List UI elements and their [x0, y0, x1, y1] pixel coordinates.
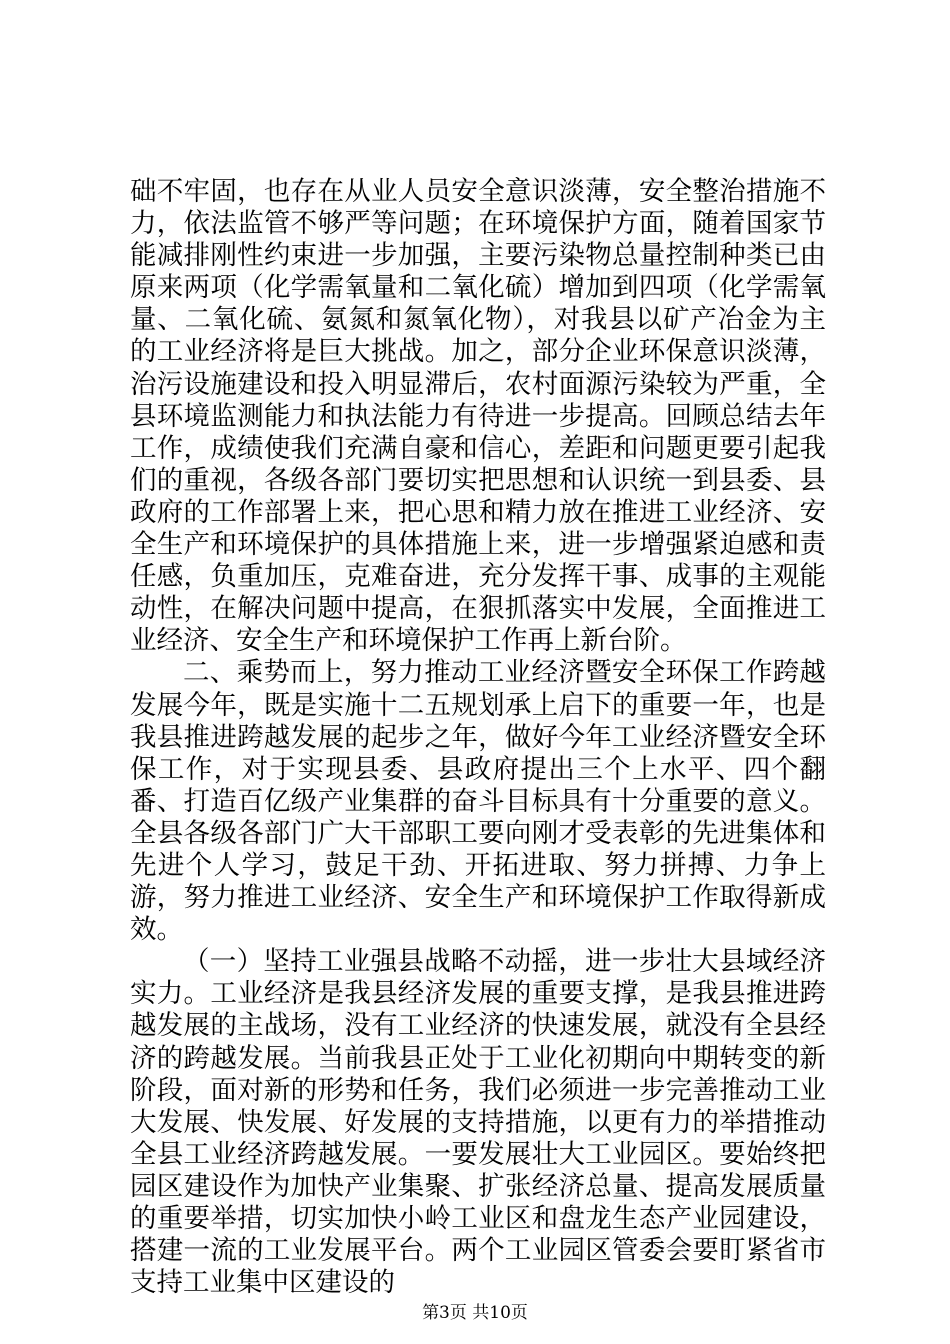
paragraph-subsection-one: （一）坚持工业强县战略不动摇，进一步壮大县域经济实力。工业经济是我县经济发展的重要支撑，是我县推进跨越发展的主战场，没有工业经济的快速发展，就没有全县经济的跨越发展。当前我县正处于工业化初期向中期转变的新阶段，面对新的形势和任务，我们必须进一步完善推动工业大发展、快发展、好发展的支持措施，以更有力的举措推动全县工业经济跨越发展。一要发展壮大工业园区。要始终把园区建设作为加快产业集聚、扩张经济总量、提高发展质量的重要举措，切实加快小岭工业区和盘龙生态产业园建设，搭建一流的工业发展平台。两个工业园区管委会要盯紧省市支持工业集中区建设的 [130, 946, 826, 1299]
document-body [130, 176, 826, 1299]
page-number-footer: 第3页 共10页 [422, 1303, 528, 1323]
paragraph-section-two: 二、乘势而上，努力推动工业经济暨安全环保工作跨越发展今年，既是实施十二五规划承上启下的重要一年，也是我县推进跨越发展的起步之年，做好今年工业经济暨安全环保工作，对于实现县委、县政府提出三个上水平、四个翻番、打造百亿级产业集群的奋斗目标具有十分重要的意义。全县各级各部门广大干部职工要向刚才受表彰的先进集体和先进个人学习，鼓足干劲、开拓进取、努力拼搏、力争上游，努力推进工业经济、安全生产和环境保护工作取得新成效。 [130, 657, 826, 946]
paragraph-continued: 础不牢固，也存在从业人员安全意识淡薄，安全整治措施不力，依法监管不够严等问题；在环境保护方面，随着国家节能减排刚性约束进一步加强，主要污染物总量控制种类已由原来两项（化学需氧量和二氧化硫）增加到四项（化学需氧量、二氧化硫、氨氮和氮氧化物），对我县以矿产冶金为主的工业经济将是巨大挑战。加之，部分企业环保意识淡薄，治污设施建设和投入明显滞后，农村面源污染较为严重，全县环境监测能力和执法能力有待进一步提高。回顾总结去年工作，成绩使我们充满自豪和信心，差距和问题更要引起我们的重视，各级各部门要切实把思想和认识统一到县委、县政府的工作部署上来，把心思和精力放在推进工业经济、安全生产和环境保护的具体措施上来，进一步增强紧迫感和责任感，负重加压，克难奋进，充分发挥干事、成事的主观能动性，在解决问题中提高，在狠抓落实中发展，全面推进工业经济、安全生产和环境保护工作再上新台阶。 [130, 176, 826, 657]
